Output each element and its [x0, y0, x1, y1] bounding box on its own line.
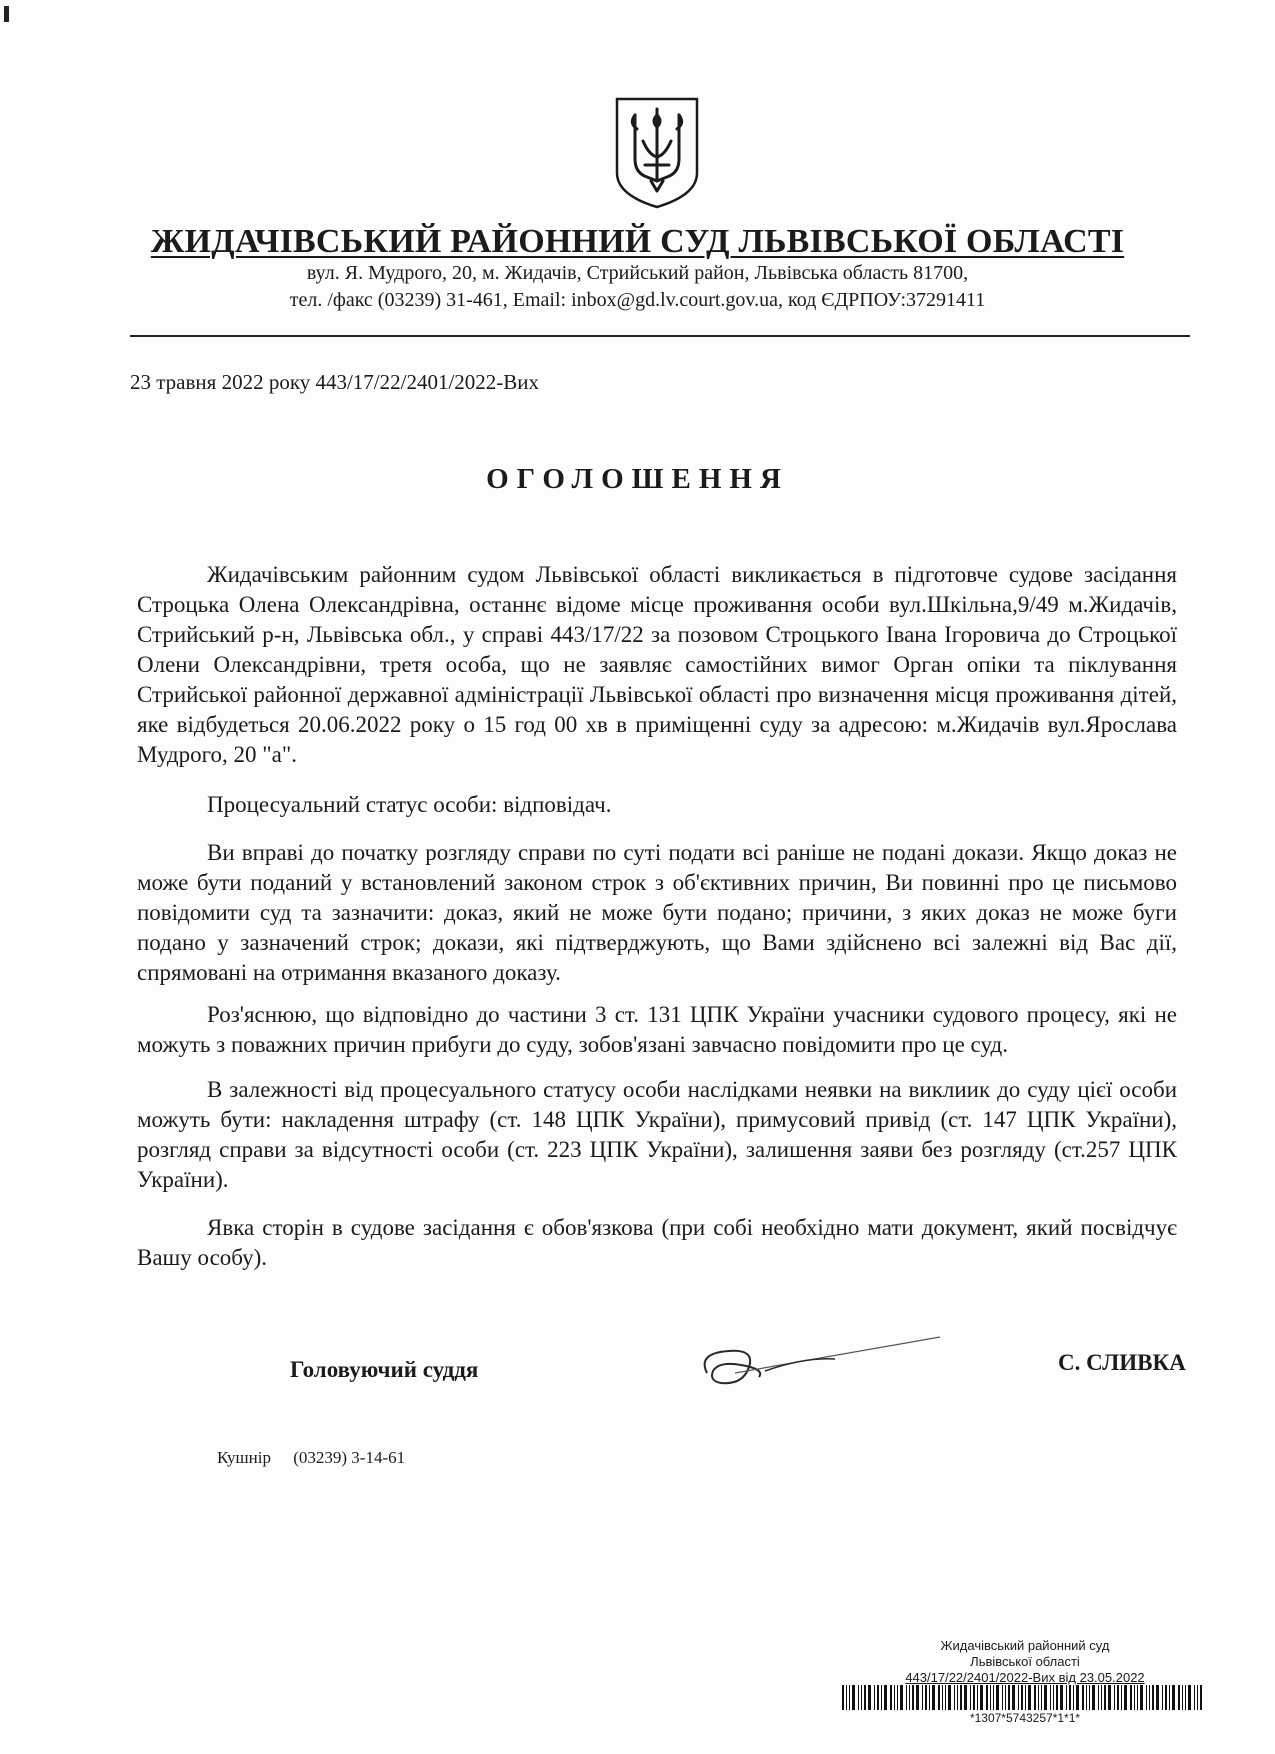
judge-name: С. СЛИВКА [1058, 1350, 1186, 1375]
summons-paragraph: Жидачівським районним судом Львівської області викликається в підготовче судове засідання Строцька Олена Олександрівна, останнє відоме місце проживання особи вул.Шкільна,9/49 м.Жидачів, Стрийський р-н, Львівська обл., у справі 443/17/22 за позовом Строцького Івана Ігоровича до Строцької Олени Олександрівни, третя особа, що не заявляє самостійних вимог Орган опіки та піклування Стрийської районної державної адміністрації Львівської області про визначення місця проживання дітей, яке відбудеться 20.06.2022 року о 15 год 00 хв в приміщенні суду за адресою: м.Жидачів вул.Ярослава Мудрого, 20 "а". [137, 562, 1177, 767]
procedural-status-paragraph: Процесуальний статус особи: відповідач. [207, 792, 612, 817]
signature-icon [695, 1327, 945, 1402]
executor-name: Кушнір [217, 1448, 271, 1467]
executor-phone: (03239) 3-14-61 [293, 1448, 406, 1467]
attendance-paragraph: Явка сторін в судове засідання є обов'язкова (при собі необхідно мати документ, який посвідчує Вашу особу). [137, 1215, 1177, 1270]
court-address: вул. Я. Мудрого, 20, м. Жидачів, Стрийський район, Львівська область 81700, [306, 262, 969, 284]
coat-of-arms-icon [613, 95, 701, 211]
registry-number: 443/17/22/2401/2022-Вих від 23.05.2022 [905, 1670, 1145, 1685]
barcode-icon [842, 1685, 1207, 1710]
court-name: ЖИДАЧІВСЬКИЙ РАЙОННИЙ СУД ЛЬВІВСЬКОЇ ОБЛАСТІ [150, 223, 1125, 260]
header-divider [130, 335, 1190, 337]
registry-stamp [825, 1638, 1225, 1686]
scan-edge-mark [4, 6, 9, 22]
court-contacts: тел. /факс (03239) 31-461, Email: inbox@gd.lv.court.gov.ua, код ЄДРПОУ:37291411 [289, 289, 986, 311]
document-title: ОГОЛОШЕННЯ [486, 463, 789, 495]
barcode-number: *1307*5743257*1*1* [969, 1711, 1081, 1725]
evidence-paragraph: Ви вправі до початку розгляду справи по суті подати всі раніше не подані докази. Якщо доказ не може бути поданий у встановлений законом строк з об'єктивних причин, Ви повинні про це письмово повідомити суд та зазначити: доказ, який не може бути подано; причини, з яких доказ не може буги подано у зазначений строк; докази, які підтверджують, що Вами здійснено всі залежні від Вас дії, спрямовані на отримання вказаного доказу. [137, 840, 1177, 985]
registry-region: Львівської області [970, 1654, 1080, 1669]
registry-court-name: Жидачівський районний суд [940, 1638, 1110, 1653]
executor-info [217, 1448, 405, 1468]
judge-title: Головуючий суддя [290, 1357, 479, 1382]
notice-paragraph: Роз'яснюю, що відповідно до частини 3 ст. 131 ЦПК України учасники судового процесу, які не можуть з поважних причин прибуги до суду, зобов'язані завчасно повідомити про це суд. [137, 1002, 1177, 1057]
document-date-number: 23 травня 2022 року 443/17/22/2401/2022-Вих [130, 370, 540, 394]
consequences-paragraph: В залежності від процесуального статусу особи наслідками неявки на виклиик до суду цієї особи можуть бути: накладення штрафу (ст. 148 ЦПК України), примусовий привід (ст. 147 ЦПК України), розгляд справи за відсутності особи (ст. 223 ЦПК України), залишення заяви без розгляду (ст.257 ЦПК України). [137, 1077, 1177, 1192]
